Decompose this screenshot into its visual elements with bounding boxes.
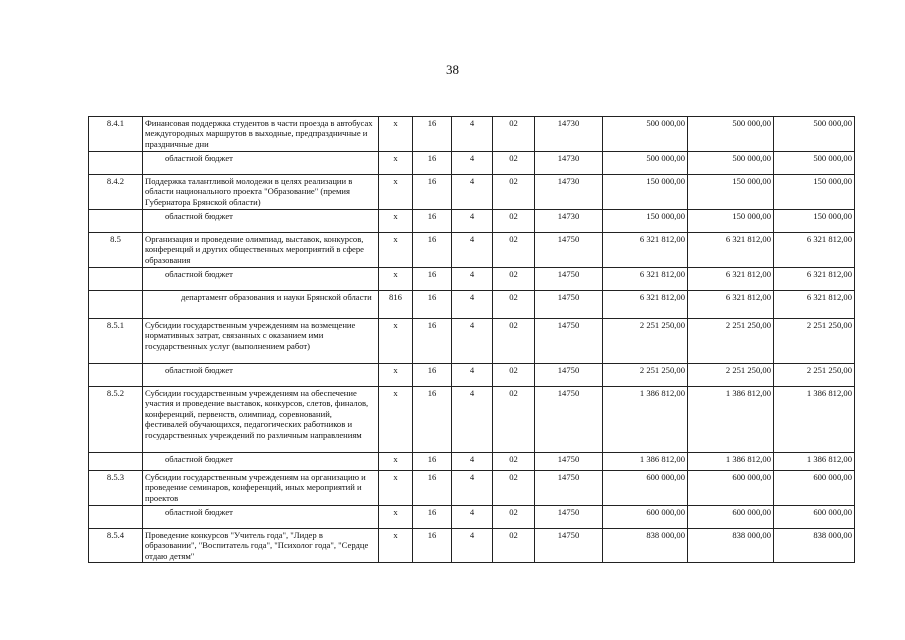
row-col4: 14750 [535,529,603,563]
row-col2: 4 [452,233,493,268]
row-name: областной бюджет [143,453,379,471]
row-value-2: 500 000,00 [688,117,774,152]
row-value-2: 2 251 250,00 [688,319,774,364]
budget-table [88,116,855,563]
table-row [89,319,855,364]
row-col2: 4 [452,453,493,471]
table-row [89,117,855,152]
row-value-3: 2 251 250,00 [774,319,855,364]
row-value-3: 838 000,00 [774,529,855,563]
row-code [89,506,143,529]
row-col2: 4 [452,471,493,506]
row-code [89,291,143,319]
row-col2: 4 [452,291,493,319]
row-value-3: 500 000,00 [774,152,855,175]
row-admin: x [379,175,413,210]
row-col4: 14750 [535,471,603,506]
row-name: областной бюджет [143,210,379,233]
row-value-1: 150 000,00 [603,210,688,233]
row-name: областной бюджет [143,364,379,387]
row-col1: 16 [413,506,452,529]
row-col4: 14750 [535,291,603,319]
row-col4: 14730 [535,117,603,152]
row-col1: 16 [413,152,452,175]
row-col4: 14750 [535,387,603,453]
row-col2: 4 [452,529,493,563]
row-col3: 02 [493,506,535,529]
row-col3: 02 [493,453,535,471]
row-code: 8.5.1 [89,319,143,364]
row-col2: 4 [452,117,493,152]
row-admin: x [379,268,413,291]
row-code: 8.5.3 [89,471,143,506]
row-value-3: 150 000,00 [774,175,855,210]
row-value-1: 150 000,00 [603,175,688,210]
row-value-3: 1 386 812,00 [774,387,855,453]
row-name: областной бюджет [143,506,379,529]
row-col4: 14750 [535,233,603,268]
row-value-2: 2 251 250,00 [688,364,774,387]
row-col3: 02 [493,175,535,210]
row-col3: 02 [493,529,535,563]
row-value-2: 1 386 812,00 [688,387,774,453]
row-value-1: 500 000,00 [603,117,688,152]
table-row [89,291,855,319]
row-value-2: 150 000,00 [688,175,774,210]
row-col4: 14730 [535,210,603,233]
row-col4: 14750 [535,319,603,364]
row-col1: 16 [413,291,452,319]
row-admin: x [379,233,413,268]
row-value-2: 600 000,00 [688,506,774,529]
row-value-3: 1 386 812,00 [774,453,855,471]
row-admin: x [379,506,413,529]
row-value-1: 500 000,00 [603,152,688,175]
row-col3: 02 [493,319,535,364]
table-row [89,152,855,175]
row-col2: 4 [452,387,493,453]
row-value-2: 838 000,00 [688,529,774,563]
row-col1: 16 [413,268,452,291]
row-name: областной бюджет [143,152,379,175]
row-value-2: 6 321 812,00 [688,268,774,291]
row-col3: 02 [493,233,535,268]
row-col4: 14730 [535,175,603,210]
row-value-1: 1 386 812,00 [603,387,688,453]
row-value-1: 6 321 812,00 [603,291,688,319]
row-admin: x [379,319,413,364]
row-col1: 16 [413,453,452,471]
table-row [89,364,855,387]
table-row [89,471,855,506]
row-value-1: 6 321 812,00 [603,268,688,291]
row-col3: 02 [493,117,535,152]
row-col4: 14750 [535,364,603,387]
row-code [89,364,143,387]
row-value-2: 600 000,00 [688,471,774,506]
row-value-3: 6 321 812,00 [774,233,855,268]
row-col4: 14730 [535,152,603,175]
row-col1: 16 [413,175,452,210]
row-col2: 4 [452,268,493,291]
row-value-1: 6 321 812,00 [603,233,688,268]
row-value-1: 838 000,00 [603,529,688,563]
row-admin: x [379,387,413,453]
row-col4: 14750 [535,506,603,529]
row-col3: 02 [493,364,535,387]
row-col2: 4 [452,506,493,529]
table-row [89,233,855,268]
row-code: 8.5.2 [89,387,143,453]
row-name: областной бюджет [143,268,379,291]
row-name: Субсидии государственным учреждениям на возмещение нормативных затрат, связанных с оказанием ими государственных услуг (выполнением работ) [143,319,379,364]
row-code: 8.4.1 [89,117,143,152]
row-value-1: 600 000,00 [603,506,688,529]
row-value-2: 500 000,00 [688,152,774,175]
row-col4: 14750 [535,453,603,471]
row-admin: 816 [379,291,413,319]
row-col3: 02 [493,291,535,319]
row-col2: 4 [452,364,493,387]
table-row [89,387,855,453]
row-col2: 4 [452,319,493,364]
row-col3: 02 [493,387,535,453]
row-admin: x [379,152,413,175]
row-code [89,453,143,471]
row-col1: 16 [413,319,452,364]
row-value-1: 600 000,00 [603,471,688,506]
row-col2: 4 [452,152,493,175]
table-row [89,175,855,210]
row-col3: 02 [493,471,535,506]
table-row [89,210,855,233]
row-admin: x [379,471,413,506]
row-col1: 16 [413,529,452,563]
row-value-3: 6 321 812,00 [774,268,855,291]
row-value-2: 6 321 812,00 [688,233,774,268]
row-col1: 16 [413,387,452,453]
row-name: Проведение конкурсов "Учитель года", "Лидер в образовании", "Воспитатель года", "Психолог года", "Сердце отдаю детям" [143,529,379,563]
row-value-2: 1 386 812,00 [688,453,774,471]
row-code: 8.4.2 [89,175,143,210]
row-value-2: 150 000,00 [688,210,774,233]
row-col4: 14750 [535,268,603,291]
row-value-1: 1 386 812,00 [603,453,688,471]
row-col1: 16 [413,364,452,387]
row-admin: x [379,453,413,471]
row-value-3: 600 000,00 [774,471,855,506]
row-value-3: 2 251 250,00 [774,364,855,387]
row-admin: x [379,117,413,152]
row-col3: 02 [493,268,535,291]
row-code: 8.5 [89,233,143,268]
row-col2: 4 [452,175,493,210]
row-col1: 16 [413,471,452,506]
row-col3: 02 [493,210,535,233]
row-value-3: 6 321 812,00 [774,291,855,319]
table-row [89,268,855,291]
row-code [89,210,143,233]
row-name: Поддержка талантливой молодежи в целях реализации в области национального проекта "Образование" (премия Губернатора Брянской области) [143,175,379,210]
row-value-2: 6 321 812,00 [688,291,774,319]
row-col1: 16 [413,210,452,233]
row-code [89,268,143,291]
row-name: Субсидии государственным учреждениям на обеспечение участия и проведение выставок, конкурсов, слетов, финалов, конференций, первенств, олимпиад, соревнований, фестивалей обучающихся, педагогических работников и государственных учреждений по различным направлениям [143,387,379,453]
row-value-3: 500 000,00 [774,117,855,152]
row-name: Финансовая поддержка студентов в части проезда в автобусах междугородных маршрутов в выходные, предпраздничные и праздничные дни [143,117,379,152]
row-value-1: 2 251 250,00 [603,319,688,364]
row-admin: x [379,210,413,233]
row-col3: 02 [493,152,535,175]
table-row [89,506,855,529]
row-name: Организация и проведение олимпиад, выставок, конкурсов, конференций и других общественных мероприятий в сфере образования [143,233,379,268]
row-admin: x [379,529,413,563]
row-code [89,152,143,175]
table-row [89,453,855,471]
row-code: 8.5.4 [89,529,143,563]
row-col1: 16 [413,117,452,152]
row-admin: x [379,364,413,387]
table-row [89,529,855,563]
row-col1: 16 [413,233,452,268]
row-name: Субсидии государственным учреждениям на организацию и проведение семинаров, конференций, иных мероприятий и проектов [143,471,379,506]
row-name: департамент образования и науки Брянской области [143,291,379,319]
row-value-1: 2 251 250,00 [603,364,688,387]
row-value-3: 600 000,00 [774,506,855,529]
page-number: 38 [446,62,459,77]
row-col2: 4 [452,210,493,233]
row-value-3: 150 000,00 [774,210,855,233]
